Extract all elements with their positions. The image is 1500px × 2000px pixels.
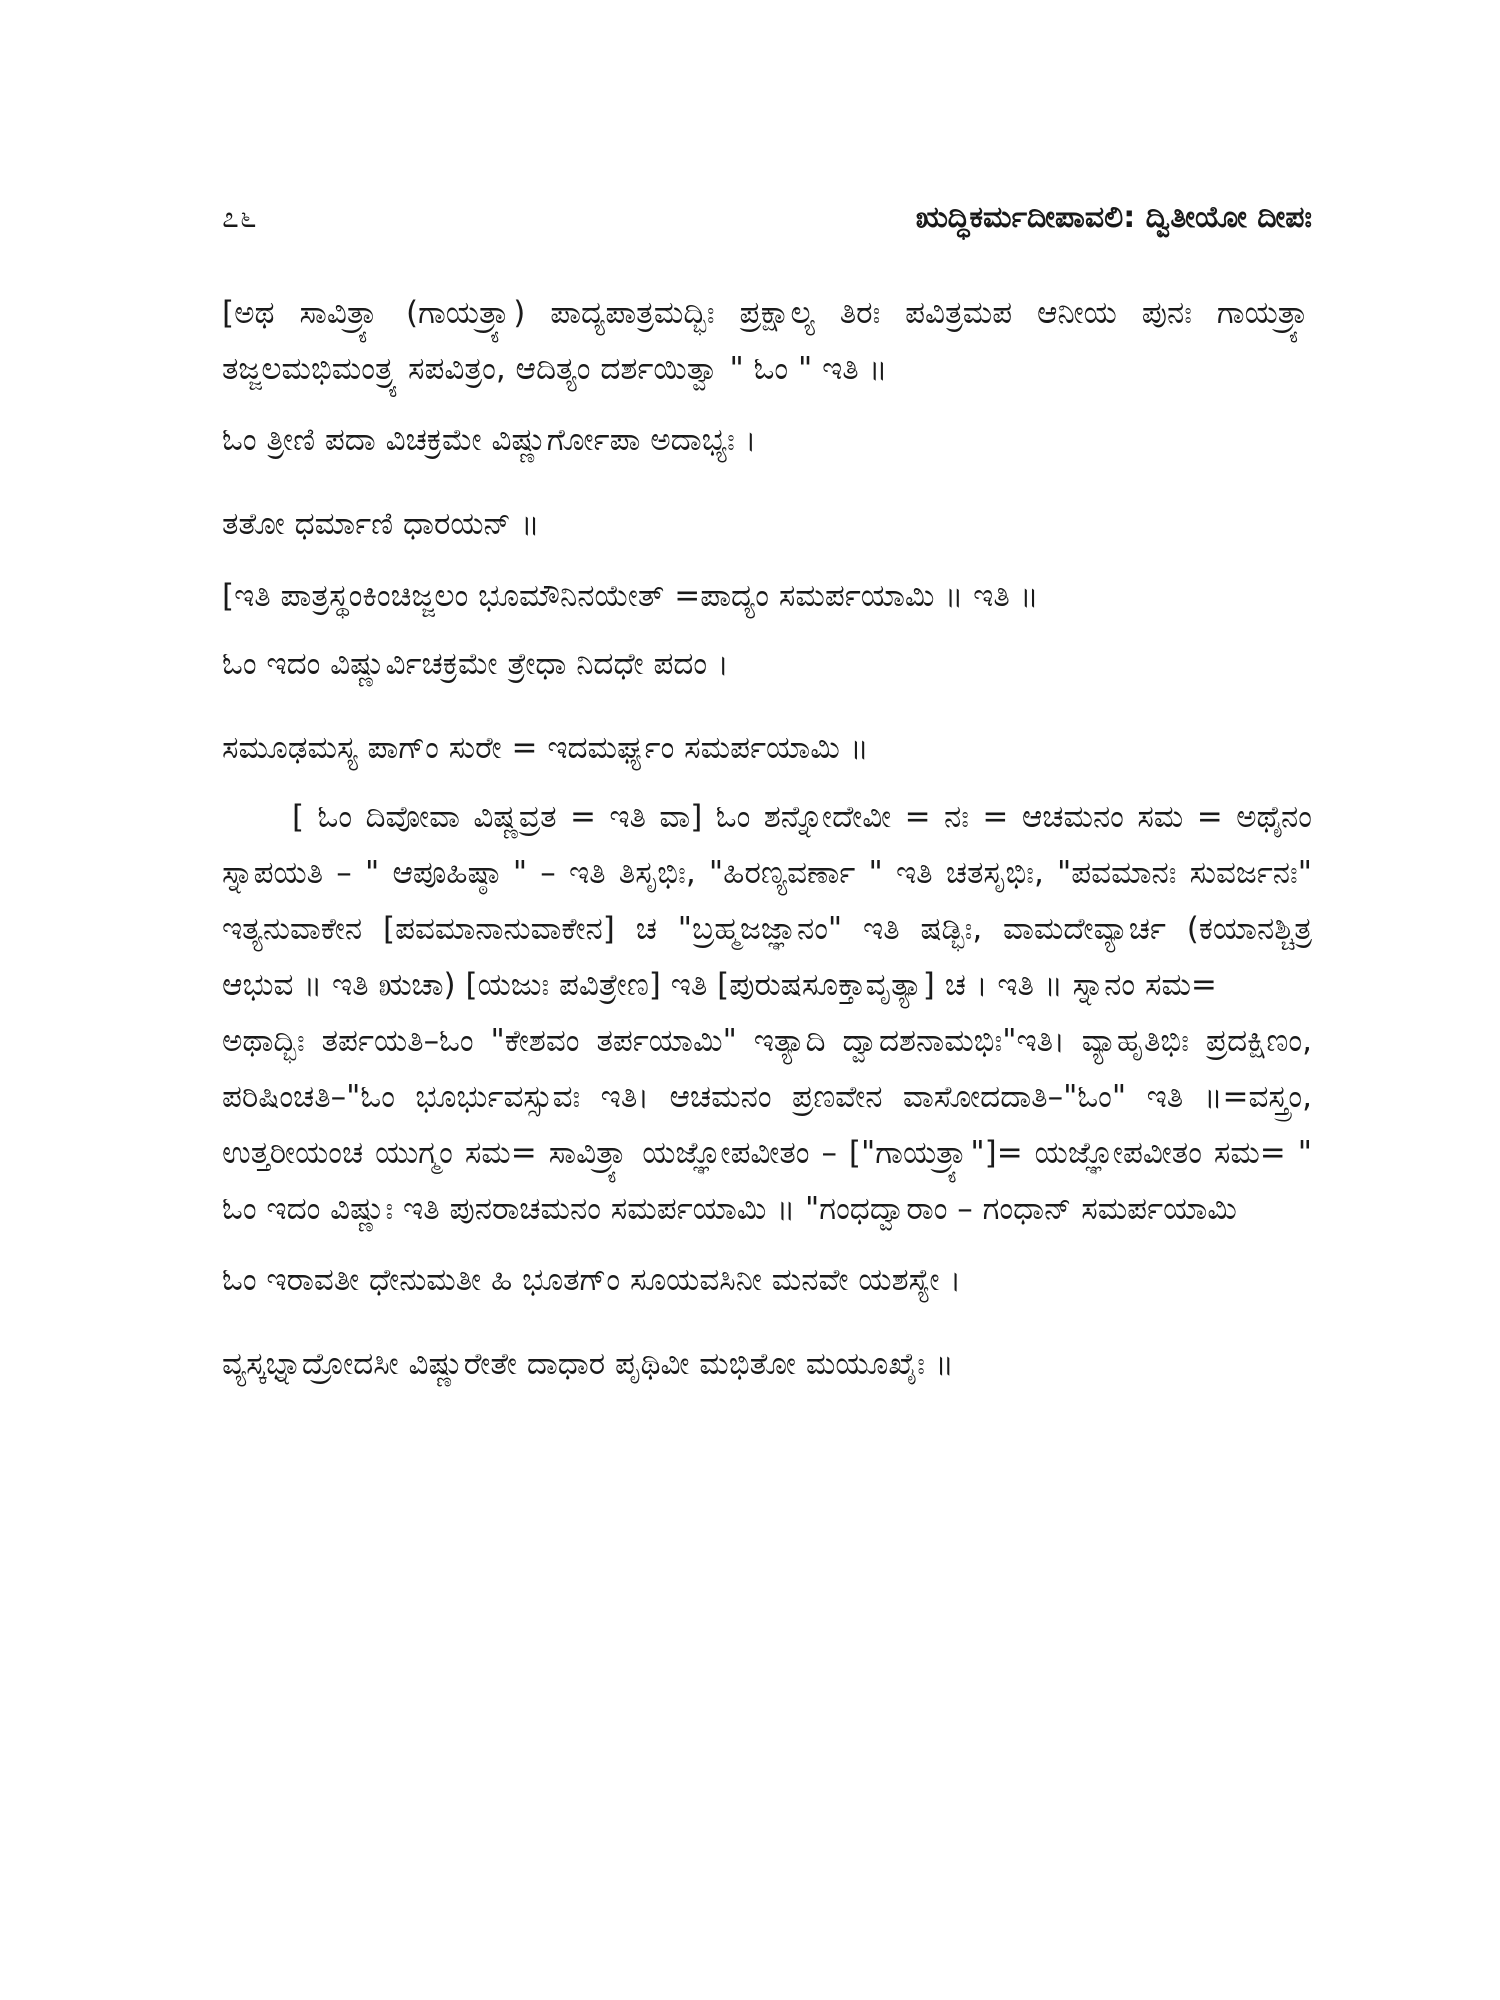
body-text	[222, 285, 1312, 1405]
instruction-line-padyam: [ಇತಿ ಪಾತ್ರಸ್ಥಂಕಿಂಚಿಜ್ಜಲಂ ಭೂಮೌನಿನಯೇತ್ =ಪಾದ್ಯಂ ಸಮರ್ಪಯಾಮಿ ॥ ಇತಿ ॥	[222, 578, 1039, 614]
mantra-line-dharmani: ತತೋ ಧರ್ಮಾಣಿ ಧಾರಯನ್ ॥	[222, 506, 540, 542]
paragraph-snanam: [ ಓಂ ದಿವೋವಾ ವಿಷ್ಣವ್ರತ = ಇತಿ ವಾ] ಓಂ ಶನ್ನೋದೇವೀ = ನಃ = ಆಚಮನಂ ಸಮ = ಅಥೈನಂ ಸ್ನಾಪಯತಿ – " ಆಪೂಹಿಷ್ಠಾ " – ಇತಿ ತಿಸೃಭಿಃ, "ಹಿರಣ್ಯವರ್ಣಾ " ಇತಿ ಚತಸೃಭಿಃ, "ಪವಮಾನಃ ಸುವರ್ಜನಃ" ಇತ್ಯನುವಾಕೇನ [ಪವಮಾನಾನುವಾಕೇನ] ಚ "ಬ್ರಹ್ಮಜಜ್ಞಾನಂ" ಇತಿ ಷಡ್ಭಿಃ, ವಾಮದೇವ್ಯಾರ್ಚ (ಕಯಾನಶ್ಚಿತ್ರ ಆಭುವ ॥ ಇತಿ ಋಚಾ) [ಯಜುಃ ಪವಿತ್ರೇಣ] ಇತಿ [ಪುರುಷಸೂಕ್ತಾವೃತ್ಯಾ] ಚ । ಇತಿ ॥ ಸ್ನಾನಂ ಸಮ=	[222, 799, 1312, 1003]
mantra-line-vyaskabhna: ವ್ಯಸ್ಕಭ್ನಾದ್ರೋದಸೀ ವಿಷ್ಣುರೇತೇ ದಾಧಾರ ಪೃಥಿವೀ ಮಭಿತೋ ಮಯೂಖೈಃ ॥	[222, 1346, 954, 1382]
paragraph-tarpanam: ಅಥಾದ್ಭಿಃ ತರ್ಪಯತಿ–ಓಂ "ಕೇಶವಂ ತರ್ಪಯಾಮಿ" ಇತ್ಯಾದಿ ದ್ವಾದಶನಾಮಭಿಃ"ಇತಿ। ವ್ಯಾಹೃತಿಭಿಃ ಪ್ರದಕ್ಷಿಣಂ, ಪರಿಷಿಂಚತಿ–"ಓಂ ಭೂರ್ಭುವಸ್ಸುವಃ ಇತಿ। ಆಚಮನಂ ಪ್ರಣವೇನ ವಾಸೋದದಾತಿ–"ಓಂ" ಇತಿ ॥=ವಸ್ತ್ರಂ, ಉತ್ತರೀಯಂಚ ಯುಗ್ಮಂ ಸಮ= ಸಾವಿತ್ರ್ಯಾ ಯಜ್ಞೋಪವೀತಂ – ["ಗಾಯತ್ರ್ಯಾ"]= ಯಜ್ಞೋಪವೀತಂ ಸಮ= " ಓಂ ಇದಂ ವಿಷ್ಣುಃ ಇತಿ ಪುನರಾಚಮನಂ ಸಮರ್ಪಯಾಮಿ ॥ "ಗಂಧದ್ವಾರಾಂ – ಗಂಧಾನ್ ಸಮರ್ಪಯಾಮಿ	[222, 1023, 1312, 1227]
mantra-line-iravati: ಓಂ ಇರಾವತೀ ಧೇನುಮತೀ ಹಿ ಭೂತಗ್ಂ ಸೂಯವಸಿನೀ ಮನವೇ ಯಶಸ್ಯೇ ।	[222, 1262, 962, 1298]
mantra-line-arghyam: ಸಮೂಢಮಸ್ಯ ಪಾಗ್ಂ ಸುರೇ = ಇದಮರ್ಘ್ಯಂ ಸಮರ್ಪಯಾಮಿ ॥	[222, 730, 869, 766]
page-number: ೭೬	[222, 200, 258, 235]
paragraph-savitri-instruction: [ಅಥ ಸಾವಿತ್ರ್ಯಾ (ಗಾಯತ್ರ್ಯಾ) ಪಾದ್ಯಪಾತ್ರಮದ್ಭಿಃ ಪ್ರಕ್ಷಾಲ್ಯ ತಿರಃ ಪವಿತ್ರಮಪ ಆನೀಯ ಪುನಃ ಗಾಯತ್ರ್ಯಾ ತಜ್ಜಲಮಭಿಮಂತ್ರ್ಯ ಸಪವಿತ್ರಂ, ಆದಿತ್ಯಂ ದರ್ಶಯಿತ್ವಾ " ಓಂ " ಇತಿ ॥	[222, 295, 1312, 387]
mantra-line-idam-vishnu: ಓಂ ಇದಂ ವಿಷ್ಣುರ್ವಿಚಕ್ರಮೇ ತ್ರೇಧಾ ನಿದಧೇ ಪದಂ ।	[222, 646, 729, 682]
mantra-line-trini-pada: ಓಂ ತ್ರೀಣಿ ಪದಾ ವಿಚಕ್ರಮೇ ವಿಷ್ಣುರ್ಗೋಪಾ ಅದಾಭ್ಯಃ ।	[222, 422, 757, 458]
running-title: ಋದ್ಧಿಕರ್ಮದೀಪಾವಲಿ: ದ್ವಿತೀಯೋ ದೀಪಃ	[915, 200, 1312, 235]
page-header	[222, 200, 1312, 250]
